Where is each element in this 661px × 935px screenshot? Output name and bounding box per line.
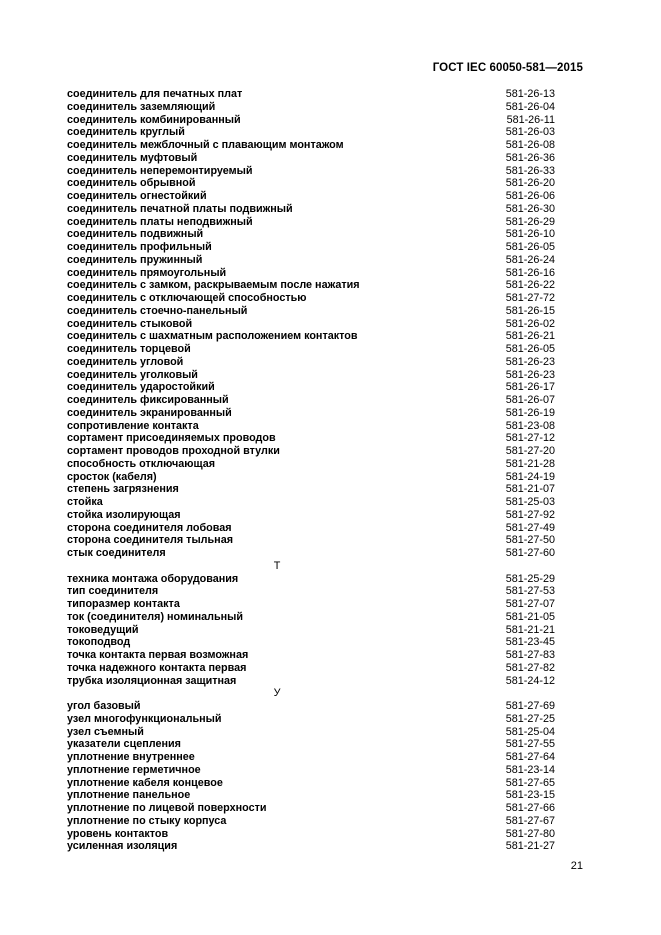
entry-term: уплотнение по стыку корпуса bbox=[67, 814, 227, 827]
index-entry bbox=[67, 828, 555, 841]
entry-term: тип соединителя bbox=[67, 585, 159, 598]
index-entry bbox=[67, 152, 555, 165]
entry-code: 581-27-12 bbox=[505, 432, 555, 445]
entry-term: соединитель с отключающей способностью bbox=[67, 292, 307, 304]
index-entry bbox=[67, 88, 555, 101]
entry-code: 581-27-64 bbox=[505, 751, 555, 763]
entry-code: 581-27-25 bbox=[505, 712, 555, 725]
entry-term: точка надежного контакта первая bbox=[67, 661, 247, 674]
entry-code: 581-27-50 bbox=[505, 534, 555, 547]
index-entry bbox=[67, 547, 555, 560]
entry-code: 581-26-29 bbox=[505, 215, 555, 228]
entry-term: ток (соединителя) номинальный bbox=[67, 610, 244, 623]
entry-code: 581-26-06 bbox=[505, 190, 555, 202]
entry-code: 581-26-36 bbox=[505, 151, 555, 164]
entry-code: 581-26-15 bbox=[505, 304, 555, 317]
index-entry bbox=[67, 356, 555, 369]
index-entry bbox=[67, 177, 555, 190]
index-entry bbox=[67, 764, 555, 777]
term-index bbox=[67, 88, 555, 853]
entry-code: 581-24-19 bbox=[505, 470, 555, 483]
entry-term: стойка bbox=[67, 496, 103, 508]
entry-term: соединитель стоечно-панельный bbox=[67, 304, 248, 317]
index-entry bbox=[67, 228, 555, 241]
entry-term: соединитель профильный bbox=[67, 241, 212, 253]
index-entry bbox=[67, 611, 555, 624]
index-entry bbox=[67, 802, 555, 815]
index-entry bbox=[67, 241, 555, 254]
entry-code: 581-21-21 bbox=[505, 623, 555, 636]
entry-code: 581-27-67 bbox=[505, 814, 555, 827]
entry-term: типоразмер контакта bbox=[67, 598, 180, 610]
entry-term: соединитель муфтовый bbox=[67, 151, 198, 164]
entry-code: 581-26-17 bbox=[505, 381, 555, 394]
index-entry bbox=[67, 726, 555, 739]
entry-term: уровень контактов bbox=[67, 827, 169, 840]
index-entry bbox=[67, 662, 555, 675]
entry-term: степень загрязнения bbox=[67, 483, 179, 496]
entry-code: 581-27-49 bbox=[505, 521, 555, 534]
entry-term: техника монтажа оборудования bbox=[67, 572, 239, 585]
index-entry bbox=[67, 751, 555, 764]
entry-term: уплотнение панельное bbox=[67, 789, 191, 802]
entry-term: соединитель подвижный bbox=[67, 228, 204, 241]
entry-code: 581-26-02 bbox=[505, 317, 555, 330]
entry-term: уплотнение герметичное bbox=[67, 763, 201, 776]
entry-code: 581-26-22 bbox=[505, 279, 555, 292]
index-entry bbox=[67, 522, 555, 535]
entry-term: сторона соединителя лобовая bbox=[67, 521, 232, 534]
entry-term: усиленная изоляция bbox=[67, 840, 178, 853]
entry-code: 581-27-53 bbox=[505, 585, 555, 598]
entry-code: 581-26-20 bbox=[505, 177, 555, 190]
entry-term: уплотнение по лицевой поверхности bbox=[67, 802, 267, 814]
entry-term: соединитель с шахматным расположением контактов bbox=[67, 330, 358, 343]
entry-term: сторона соединителя тыльная bbox=[67, 534, 233, 547]
entry-term: соединитель для печатных плат bbox=[67, 88, 243, 100]
entry-term: соединитель уголковый bbox=[67, 368, 198, 381]
index-entry bbox=[67, 713, 555, 726]
entry-term: угол базовый bbox=[67, 700, 141, 712]
entry-code: 581-26-05 bbox=[505, 343, 555, 355]
index-entry bbox=[67, 649, 555, 662]
entry-code: 581-26-05 bbox=[505, 241, 555, 253]
index-entry bbox=[67, 534, 555, 547]
entry-term: сортамент присоединяемых проводов bbox=[67, 432, 276, 445]
entry-term: соединитель с замком, раскрываемым после нажатия bbox=[67, 279, 360, 292]
entry-term: соединитель экранированный bbox=[67, 406, 232, 419]
index-entry bbox=[67, 738, 555, 751]
entry-code: 581-21-07 bbox=[505, 483, 555, 496]
entry-code: 581-26-13 bbox=[505, 88, 555, 100]
index-entry bbox=[67, 432, 555, 445]
entry-code: 581-23-15 bbox=[505, 789, 555, 802]
section-letter: У bbox=[273, 687, 281, 700]
entry-code: 581-23-45 bbox=[505, 636, 555, 649]
entry-code: 581-27-83 bbox=[505, 649, 555, 661]
entry-term: соединитель пружинный bbox=[67, 253, 203, 266]
index-entry bbox=[67, 700, 555, 713]
index-entry bbox=[67, 624, 555, 637]
entry-term: трубка изоляционная защитная bbox=[67, 674, 237, 687]
index-entry bbox=[67, 203, 555, 216]
entry-term: сопротивление контакта bbox=[67, 419, 199, 432]
entry-code: 581-26-11 bbox=[506, 113, 555, 126]
entry-term: уплотнение кабеля концевое bbox=[67, 776, 223, 789]
index-entry bbox=[67, 789, 555, 802]
index-entry bbox=[67, 445, 555, 458]
entry-code: 581-27-72 bbox=[505, 292, 555, 304]
entry-code: 581-25-29 bbox=[505, 572, 555, 585]
entry-term: соединитель стыковой bbox=[67, 317, 193, 330]
entry-code: 581-23-14 bbox=[505, 763, 555, 776]
entry-term: сросток (кабеля) bbox=[67, 470, 157, 483]
index-entry bbox=[67, 279, 555, 292]
index-entry bbox=[67, 165, 555, 178]
entry-code: 581-24-12 bbox=[505, 674, 555, 687]
entry-term: соединитель заземляющий bbox=[67, 100, 216, 113]
entry-term: соединитель фиксированный bbox=[67, 394, 229, 406]
entry-code: 581-23-08 bbox=[505, 419, 555, 432]
index-entry bbox=[67, 815, 555, 828]
entry-term: способность отключающая bbox=[67, 457, 216, 470]
index-entry bbox=[67, 458, 555, 471]
index-entry bbox=[67, 369, 555, 382]
index-entry bbox=[67, 254, 555, 267]
index-entry bbox=[67, 394, 555, 407]
entry-term: соединитель угловой bbox=[67, 355, 184, 368]
entry-code: 581-27-20 bbox=[505, 445, 555, 457]
entry-code: 581-26-21 bbox=[505, 330, 555, 343]
entry-term: соединитель огнестойкий bbox=[67, 190, 207, 202]
index-entry bbox=[67, 343, 555, 356]
entry-term: узел многофункциональный bbox=[67, 712, 222, 725]
entry-term: соединитель печатной платы подвижный bbox=[67, 202, 293, 215]
entry-code: 581-26-08 bbox=[505, 139, 555, 151]
index-entry bbox=[67, 585, 555, 598]
entry-code: 581-26-23 bbox=[505, 368, 555, 381]
entry-term: соединитель комбинированный bbox=[67, 113, 241, 126]
entry-code: 581-26-24 bbox=[505, 253, 555, 266]
index-entry bbox=[67, 318, 555, 331]
entry-term: токоведущий bbox=[67, 623, 139, 636]
entry-term: стык соединителя bbox=[67, 547, 166, 559]
index-entry bbox=[67, 840, 555, 853]
entry-code: 581-27-66 bbox=[505, 802, 555, 814]
index-entry bbox=[67, 305, 555, 318]
entry-term: точка контакта первая возможная bbox=[67, 649, 249, 661]
entry-code: 581-26-23 bbox=[505, 355, 555, 368]
index-entry bbox=[67, 330, 555, 343]
entry-code: 581-26-03 bbox=[505, 126, 555, 139]
entry-term: соединитель неперемонтируемый bbox=[67, 164, 253, 177]
index-entry bbox=[67, 407, 555, 420]
index-entry bbox=[67, 496, 555, 509]
entry-term: узел съемный bbox=[67, 725, 144, 738]
entry-code: 581-21-27 bbox=[505, 840, 555, 853]
entry-term: соединитель круглый bbox=[67, 126, 185, 139]
entry-code: 581-26-30 bbox=[505, 202, 555, 215]
index-entry bbox=[67, 636, 555, 649]
entry-code: 581-27-55 bbox=[505, 738, 555, 751]
index-entry bbox=[67, 675, 555, 688]
index-entry bbox=[67, 598, 555, 611]
entry-code: 581-27-60 bbox=[505, 547, 555, 559]
index-entry bbox=[67, 216, 555, 229]
entry-code: 581-27-82 bbox=[505, 661, 555, 674]
entry-code: 581-27-80 bbox=[505, 827, 555, 840]
entry-code: 581-25-04 bbox=[505, 725, 555, 738]
index-entry bbox=[67, 471, 555, 484]
index-entry bbox=[67, 139, 555, 152]
index-entry bbox=[67, 420, 555, 433]
entry-code: 581-21-28 bbox=[505, 457, 555, 470]
entry-term: соединитель межблочный с плавающим монтажом bbox=[67, 139, 344, 151]
document-header: ГОСТ IEC 60050-581—2015 bbox=[432, 62, 583, 74]
entry-term: уплотнение внутреннее bbox=[67, 751, 195, 763]
page-number: 21 bbox=[570, 860, 583, 872]
entry-term: указатели сцепления bbox=[67, 738, 181, 751]
entry-code: 581-27-65 bbox=[505, 776, 555, 789]
entry-code: 581-26-10 bbox=[505, 228, 555, 241]
index-entry bbox=[67, 190, 555, 203]
entry-code: 581-25-03 bbox=[505, 496, 555, 508]
index-entry bbox=[67, 101, 555, 114]
entry-code: 581-27-69 bbox=[505, 700, 555, 712]
index-entry bbox=[67, 267, 555, 280]
entry-code: 581-26-16 bbox=[505, 266, 555, 279]
entry-code: 581-21-05 bbox=[505, 610, 555, 623]
entry-term: сортамент проводов проходной втулки bbox=[67, 445, 280, 457]
entry-term: стойка изолирующая bbox=[67, 508, 181, 521]
entry-term: соединитель ударостойкий bbox=[67, 381, 215, 394]
section-letter: Т bbox=[273, 559, 281, 572]
entry-term: соединитель прямоугольный bbox=[67, 266, 227, 279]
entry-term: соединитель обрывной bbox=[67, 177, 196, 190]
index-entry bbox=[67, 509, 555, 522]
entry-code: 581-26-04 bbox=[505, 100, 555, 113]
index-entry bbox=[67, 114, 555, 127]
entry-code: 581-27-07 bbox=[505, 598, 555, 610]
entry-term: токоподвод bbox=[67, 636, 131, 649]
entry-term: соединитель платы неподвижный bbox=[67, 215, 253, 228]
entry-code: 581-26-19 bbox=[505, 406, 555, 419]
entry-code: 581-27-92 bbox=[505, 508, 555, 521]
entry-code: 581-26-07 bbox=[505, 394, 555, 406]
entry-code: 581-26-33 bbox=[505, 164, 555, 177]
index-entry bbox=[67, 483, 555, 496]
index-entry bbox=[67, 381, 555, 394]
entry-term: соединитель торцевой bbox=[67, 343, 191, 355]
index-entry bbox=[67, 777, 555, 790]
index-entry bbox=[67, 126, 555, 139]
index-entry bbox=[67, 292, 555, 305]
index-entry bbox=[67, 573, 555, 586]
